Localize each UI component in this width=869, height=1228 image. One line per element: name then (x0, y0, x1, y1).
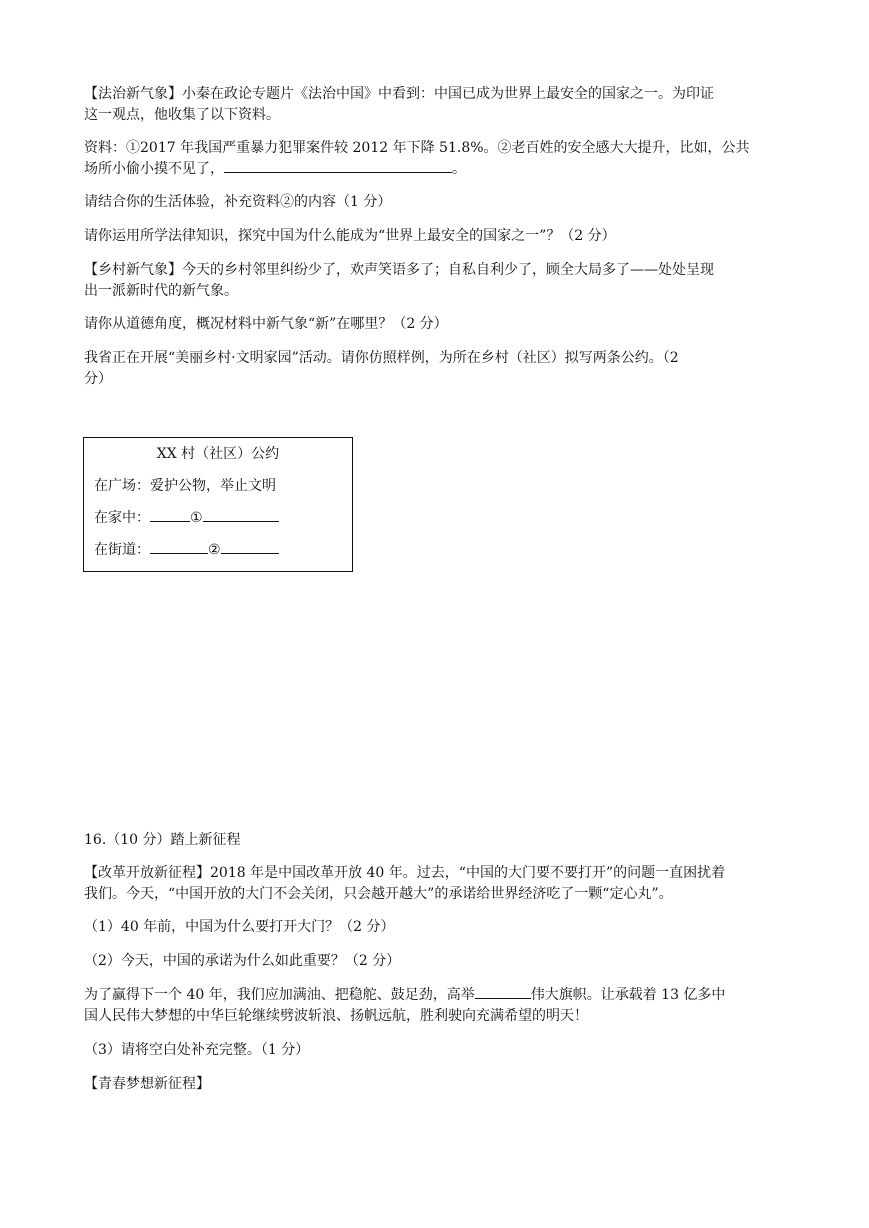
law-material-line1: 资料：①2017 年我国严重暴力犯罪案件较 2012 年下降 51.8%。②老百姓的安全感大大提升，比如，公共 (84, 140, 750, 156)
youth-dream-heading: 【青春梦想新征程】 (84, 1076, 210, 1092)
law-intro-line1: 【法治新气象】小秦在政论专题片《法治中国》中看到：中国已成为世界上最安全的国家之一。为印证 (84, 86, 714, 102)
convention-title: XX 村（社区）公约 (156, 446, 280, 462)
answer-blank-home[interactable] (203, 521, 279, 522)
law-question-1: 请结合你的生活体验，补充资料②的内容（1 分） (84, 194, 392, 210)
reform-question-3: （3）请将空白处补充完整。（1 分） (84, 1042, 310, 1058)
reform-paragraph-line1 (84, 984, 784, 1006)
question-16-heading: 16.（10 分）踏上新征程 (84, 832, 241, 848)
answer-blank-banner[interactable] (475, 984, 531, 999)
convention-marker-1: ① (190, 510, 203, 526)
convention-row-home (94, 508, 279, 528)
law-material-line2-prefix: 场所小偷小摸不见了， (84, 161, 224, 177)
convention-row-square: 在广场：爱护公物，举止文明 (94, 478, 276, 494)
village-intro-line2: 出一派新时代的新气象。 (84, 283, 238, 299)
blank-lead (150, 553, 208, 554)
reform-intro-line2: 我们。今天，“中国开放的大门不会关闭，只会越开越大”的承诺给世界经济吃了一颗“定心丸”。 (84, 886, 673, 902)
reform-question-2: （2）今天，中国的承诺为什么如此重要？（2 分） (84, 953, 401, 969)
answer-blank[interactable] (224, 158, 452, 173)
reform-paragraph-line2: 国人民伟大梦想的中华巨轮继续劈波斩浪、扬帆远航，胜利驶向充满希望的明天！ (84, 1008, 588, 1024)
village-question-1: 请你从道德角度，概况材料中新气象“新”在哪里？（2 分） (84, 316, 448, 332)
reform-paragraph-suffix: 伟大旗帜。让承载着 13 亿多中 (530, 987, 726, 1003)
reform-question-1: （1）40 年前，中国为什么要打开大门？（2 分） (84, 919, 395, 935)
answer-blank-street[interactable] (221, 553, 279, 554)
convention-box (83, 437, 353, 572)
village-question-2-line1: 我省正在开展“美丽乡村·文明家园”活动。请你仿照样例，为所在乡村（社区）拟写两条公约。（2 (84, 350, 679, 366)
law-intro-line2: 这一观点，他收集了以下资料。 (84, 107, 280, 123)
reform-intro-line1: 【改革开放新征程】2018 年是中国改革开放 40 年。过去，“中国的大门要不要打开”的问题一直困扰着 (84, 865, 726, 881)
law-material-line2 (84, 158, 784, 180)
law-material-line2-suffix: 。 (452, 161, 466, 177)
village-question-2-line2: 分） (84, 371, 112, 387)
law-question-2: 请你运用所学法律知识，探究中国为什么能成为“世界上最安全的国家之一”？（2 分） (84, 228, 616, 244)
convention-row-street (94, 540, 279, 560)
convention-row-home-label: 在家中： (94, 510, 150, 526)
convention-row-street-label: 在街道： (94, 542, 150, 558)
reform-paragraph-prefix: 为了赢得下一个 40 年，我们应加满油、把稳舵、鼓足劲，高举 (84, 987, 475, 1003)
convention-marker-2: ② (208, 542, 221, 558)
village-intro-line1: 【乡村新气象】今天的乡村邻里纠纷少了，欢声笑语多了；自私自利少了，顾全大局多了——处处呈现 (84, 262, 714, 278)
blank-lead (150, 521, 190, 522)
